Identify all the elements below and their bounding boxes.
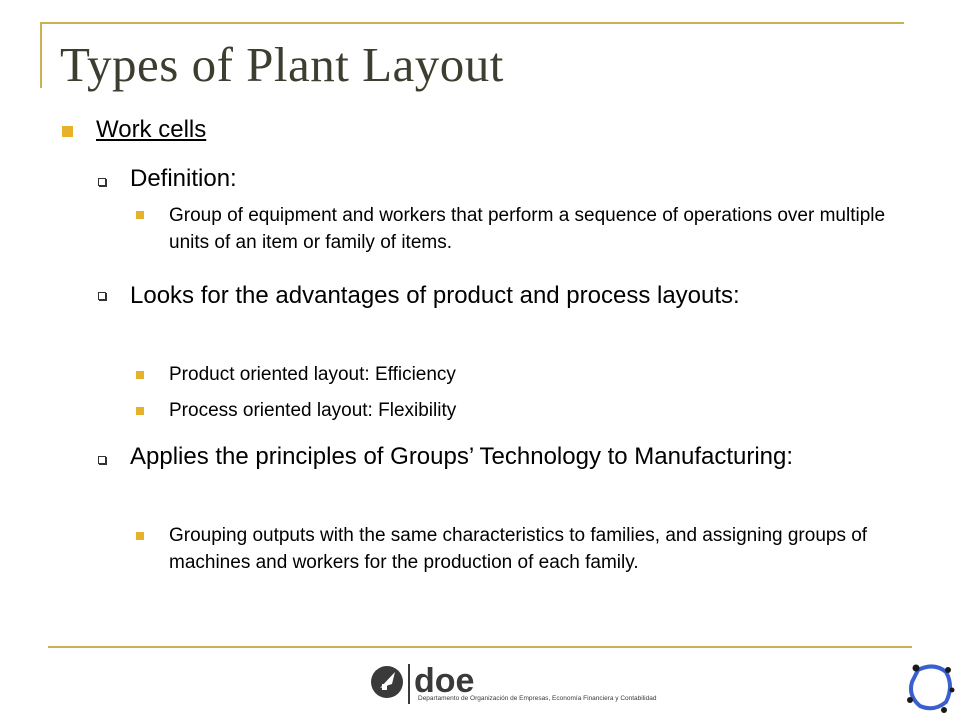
doe-logo-graphic	[368, 658, 688, 708]
definition-label: Definition:	[130, 165, 237, 192]
bullet-square	[136, 532, 144, 540]
principles-text: Grouping outputs with the same characteristics to families, and assigning groups of machines and workers for the production of each family.	[169, 525, 868, 573]
bullet-square	[136, 371, 144, 379]
slide-title: Types of Plant Layout	[60, 37, 504, 92]
corner-emblem-graphic	[904, 660, 956, 716]
frame-bottom-line	[48, 646, 912, 648]
frame-left-line	[40, 22, 42, 88]
corner-emblem	[904, 660, 956, 716]
advantage-item-product: Product oriented layout: Efficiency	[169, 364, 456, 385]
bullet-hollow-square	[98, 178, 106, 186]
bullet-square	[136, 211, 144, 219]
definition-text: Group of equipment and workers that perform a sequence of operations over multiple units of an item or family of items.	[169, 205, 886, 253]
bullet-square	[62, 126, 73, 137]
bullet-hollow-square	[98, 456, 106, 464]
doe-logo-wordmark: doe	[414, 662, 475, 700]
principles-label: Applies the principles of Groups’ Technology to Manufacturing:	[130, 443, 794, 470]
doe-logo-subtitle: Departamento de Organización de Empresas, Economía Financiera y Contabilidad	[418, 695, 657, 702]
frame-top-line	[40, 22, 904, 24]
advantage-item-process: Process oriented layout: Flexibility	[169, 400, 457, 421]
advantages-label: Looks for the advantages of product and process layouts:	[130, 282, 740, 309]
bullet-hollow-square	[98, 292, 106, 300]
heading-work-cells: Work cells	[96, 116, 207, 143]
doe-logo	[368, 658, 688, 708]
bullet-square	[136, 407, 144, 415]
